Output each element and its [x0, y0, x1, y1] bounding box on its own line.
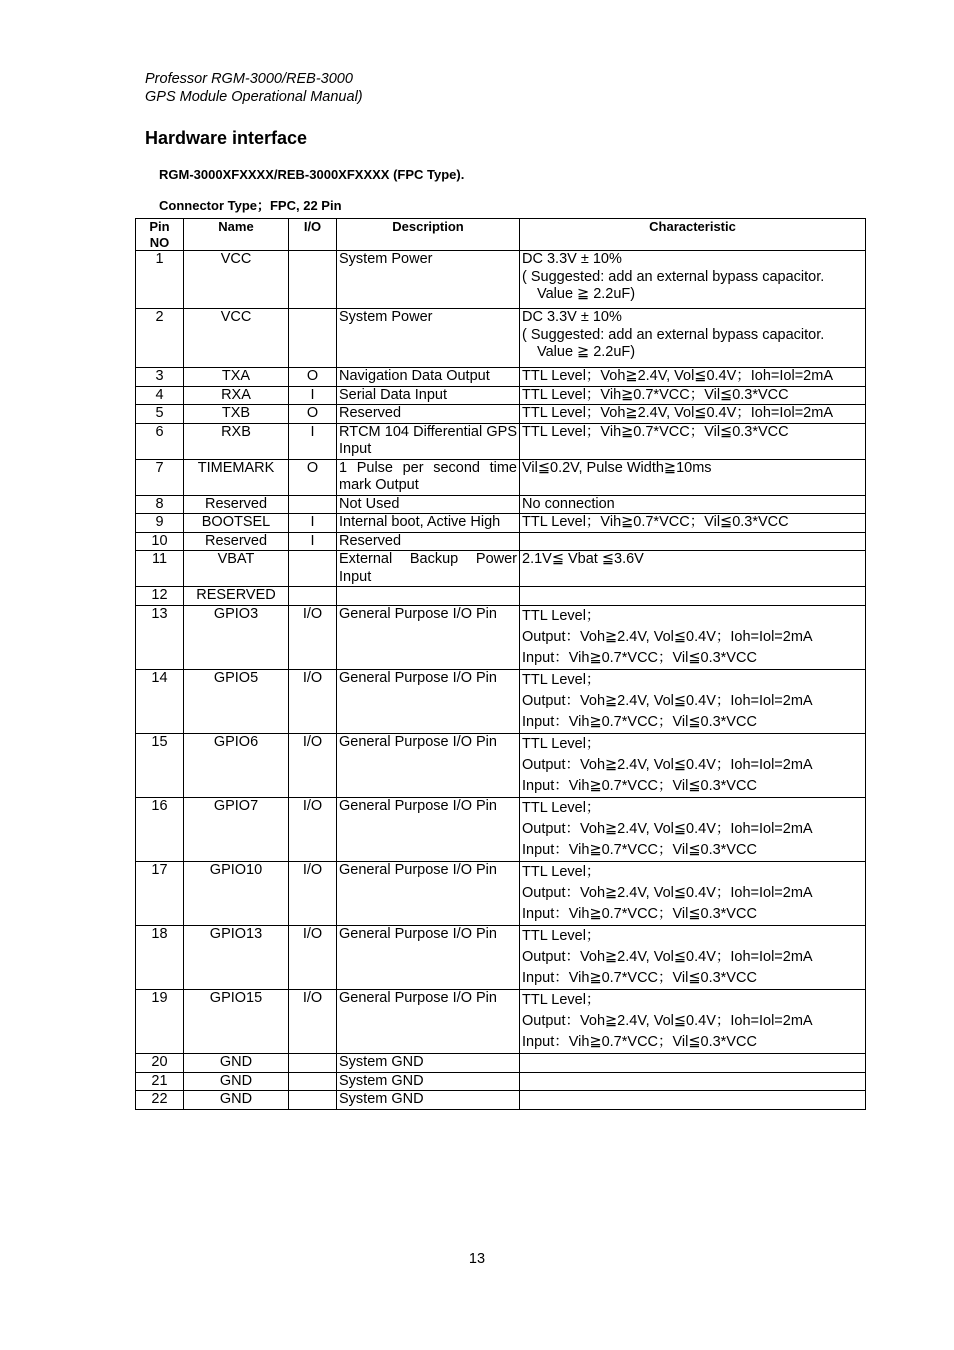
connector-type: Connector Type；FPC, 22 Pin [159, 198, 342, 213]
table-row [136, 495, 866, 514]
characteristic-line: 2.1V≦ Vbat ≦3.6V [522, 551, 644, 567]
pin-description-cell: Reserved [337, 405, 520, 424]
characteristic-line: DC 3.3V ± 10% [522, 309, 622, 325]
characteristic-line: TTL Level；Vih≧0.7*VCC；Vil≦0.3*VCC [522, 386, 789, 403]
pin-description-cell: Serial Data Input [337, 386, 520, 405]
pin-name-cell: RXB [184, 423, 289, 459]
characteristic-line: Input：Vih≧0.7*VCC；Vil≦0.3*VCC [522, 1034, 757, 1050]
table-header-row [136, 219, 866, 251]
characteristic-line: ( Suggested: add an external bypass capacitor. [522, 268, 825, 285]
table-row [136, 459, 866, 495]
pin-number-cell: 18 [136, 926, 184, 990]
pin-io-cell [289, 587, 337, 606]
pin-characteristic-cell [520, 670, 866, 734]
table-row [136, 551, 866, 587]
pin-io-cell: I/O [289, 990, 337, 1054]
pin-characteristic-cell [520, 1072, 866, 1091]
pin-name-cell: GND [184, 1091, 289, 1110]
table-row [136, 926, 866, 990]
pin-number-cell: 10 [136, 532, 184, 551]
pin-io-cell [289, 495, 337, 514]
pin-description-cell: Not Used [337, 495, 520, 514]
pin-name-cell: GPIO5 [184, 670, 289, 734]
pin-io-cell: I/O [289, 926, 337, 990]
pin-io-cell [289, 1072, 337, 1091]
pin-io-cell: I/O [289, 734, 337, 798]
header-characteristic: Characteristic [520, 219, 866, 251]
pin-number-cell: 15 [136, 734, 184, 798]
pin-name-cell: VBAT [184, 551, 289, 587]
table-row [136, 368, 866, 387]
pin-name-cell: BOOTSEL [184, 514, 289, 533]
table-row [136, 670, 866, 734]
pin-io-cell: O [289, 405, 337, 424]
characteristic-line: TTL Level；Vih≧0.7*VCC；Vil≦0.3*VCC [522, 423, 789, 440]
table-row [136, 1091, 866, 1110]
pin-name-cell: GPIO15 [184, 990, 289, 1054]
table-row [136, 386, 866, 405]
characteristic-line: Input：Vih≧0.7*VCC；Vil≦0.3*VCC [522, 778, 757, 794]
pin-io-cell [289, 1054, 337, 1073]
characteristic-line: Input：Vih≧0.7*VCC；Vil≦0.3*VCC [522, 842, 757, 858]
pin-characteristic-cell [520, 798, 866, 862]
header-line-1: Professor RGM-3000/REB-3000 [145, 71, 353, 87]
pin-description-cell: General Purpose I/O Pin [337, 990, 520, 1054]
header-pin-line2: NO [149, 234, 170, 250]
characteristic-line: TTL Level；Voh≧2.4V, Vol≦0.4V；Ioh=Iol=2mA [522, 368, 833, 384]
characteristic-line: Value ≧ 2.2uF) [537, 286, 636, 302]
pin-number-cell: 13 [136, 606, 184, 670]
pin-name-cell: GPIO10 [184, 862, 289, 926]
pin-name-cell: GPIO6 [184, 734, 289, 798]
pin-number-cell: 5 [136, 405, 184, 424]
model-subtitle: RGM-3000XFXXXX/REB-3000XFXXXX (FPC Type). [159, 167, 465, 182]
pin-number-cell: 7 [136, 459, 184, 495]
pin-characteristic-cell [520, 862, 866, 926]
characteristic-line: Input：Vih≧0.7*VCC；Vil≦0.3*VCC [522, 970, 757, 986]
characteristic-line: TTL Level； [522, 928, 601, 944]
table-row [136, 532, 866, 551]
header-name: Name [184, 219, 289, 251]
characteristic-line: TTL Level； [522, 992, 601, 1008]
pin-number-cell: 6 [136, 423, 184, 459]
pin-number-cell: 4 [136, 386, 184, 405]
pin-characteristic-cell [520, 423, 866, 459]
pin-description-cell: Reserved [337, 532, 520, 551]
pin-characteristic-cell [520, 514, 866, 533]
characteristic-line: Output：Voh≧2.4V, Vol≦0.4V；Ioh=Iol=2mA [522, 885, 813, 901]
pin-number-cell: 19 [136, 990, 184, 1054]
pin-number-cell: 2 [136, 309, 184, 368]
pin-io-cell: I/O [289, 606, 337, 670]
characteristic-line: ( Suggested: add an external bypass capacitor. [522, 326, 825, 343]
pin-io-cell [289, 1091, 337, 1110]
pin-name-cell: VCC [184, 251, 289, 309]
table-row [136, 862, 866, 926]
pin-number-cell: 11 [136, 551, 184, 587]
table-row [136, 734, 866, 798]
pin-name-cell: Reserved [184, 532, 289, 551]
pin-io-cell: I [289, 532, 337, 551]
characteristic-line: TTL Level； [522, 608, 601, 624]
pin-characteristic-cell [520, 990, 866, 1054]
table-row [136, 990, 866, 1054]
pin-name-cell: TXA [184, 368, 289, 387]
characteristic-line: TTL Level；Voh≧2.4V, Vol≦0.4V；Ioh=Iol=2mA [522, 405, 833, 421]
pin-io-cell [289, 309, 337, 368]
pin-characteristic-cell [520, 368, 866, 387]
pin-io-cell: O [289, 368, 337, 387]
characteristic-line: TTL Level； [522, 800, 601, 816]
pin-name-cell: RXA [184, 386, 289, 405]
pin-io-cell [289, 551, 337, 587]
pin-io-cell: I/O [289, 862, 337, 926]
pin-characteristic-cell [520, 734, 866, 798]
characteristic-line: TTL Level；Vih≧0.7*VCC；Vil≦0.3*VCC [522, 514, 789, 530]
table-row [136, 514, 866, 533]
table-row [136, 251, 866, 309]
pin-name-cell: TXB [184, 405, 289, 424]
table-row [136, 1072, 866, 1091]
pin-number-cell: 9 [136, 514, 184, 533]
pin-characteristic-cell [520, 459, 866, 495]
pin-description-cell: General Purpose I/O Pin [337, 926, 520, 990]
pin-name-cell: VCC [184, 309, 289, 368]
pin-description-cell: RTCM 104 Differential GPS Input [337, 423, 520, 459]
characteristic-line: DC 3.3V ± 10% [522, 251, 622, 267]
pin-description-cell: System Power [337, 309, 520, 368]
characteristic-line: No connection [522, 495, 615, 512]
pin-description-cell: General Purpose I/O Pin [337, 798, 520, 862]
pin-name-cell: TIMEMARK [184, 459, 289, 495]
pin-name-cell: GND [184, 1072, 289, 1091]
pin-characteristic-cell [520, 1054, 866, 1073]
pin-name-cell: GPIO13 [184, 926, 289, 990]
header-pin-line1: Pin [149, 219, 170, 234]
pin-io-cell: I [289, 386, 337, 405]
pin-characteristic-cell [520, 309, 866, 368]
pin-table-body [136, 251, 866, 1110]
pin-number-cell: 17 [136, 862, 184, 926]
pin-table [135, 218, 866, 1110]
pin-io-cell [289, 251, 337, 309]
table-row [136, 423, 866, 459]
characteristic-line: TTL Level； [522, 672, 601, 688]
header-line-2: GPS Module Operational Manual) [145, 89, 363, 105]
pin-description-cell: General Purpose I/O Pin [337, 734, 520, 798]
characteristic-line: Output：Voh≧2.4V, Vol≦0.4V；Ioh=Iol=2mA [522, 693, 813, 709]
pin-description-cell: 1 Pulse per second time mark Output [337, 459, 520, 495]
header-description: Description [337, 219, 520, 251]
pin-description-cell: System GND [337, 1072, 520, 1091]
section-title: Hardware interface [145, 128, 308, 148]
pin-number-cell: 1 [136, 251, 184, 309]
pin-description-cell: General Purpose I/O Pin [337, 670, 520, 734]
pin-name-cell: RESERVED [184, 587, 289, 606]
pin-number-cell: 22 [136, 1091, 184, 1110]
pin-number-cell: 20 [136, 1054, 184, 1073]
pin-io-cell: I/O [289, 798, 337, 862]
pin-characteristic-cell [520, 532, 866, 551]
pin-io-cell: I/O [289, 670, 337, 734]
pin-characteristic-cell [520, 405, 866, 424]
pin-name-cell: GND [184, 1054, 289, 1073]
pin-io-cell: I [289, 514, 337, 533]
pin-characteristic-cell [520, 1091, 866, 1110]
header-pin-no [136, 219, 184, 251]
pin-description-cell: System GND [337, 1091, 520, 1110]
characteristic-line: TTL Level； [522, 864, 601, 880]
pin-io-cell: I [289, 423, 337, 459]
running-header [145, 70, 363, 106]
pin-description-cell: General Purpose I/O Pin [337, 606, 520, 670]
characteristic-line: Vil≦0.2V, Pulse Width≧10ms [522, 459, 712, 476]
characteristic-line: Output：Voh≧2.4V, Vol≦0.4V；Ioh=Iol=2mA [522, 757, 813, 773]
pin-number-cell: 12 [136, 587, 184, 606]
characteristic-line: Output：Voh≧2.4V, Vol≦0.4V；Ioh=Iol=2mA [522, 821, 813, 837]
pin-description-cell: System Power [337, 251, 520, 309]
pin-description-cell: Internal boot, Active High [337, 514, 520, 533]
pin-number-cell: 14 [136, 670, 184, 734]
pin-number-cell: 8 [136, 495, 184, 514]
table-row [136, 587, 866, 606]
pin-characteristic-cell [520, 386, 866, 405]
table-row [136, 309, 866, 368]
pin-number-cell: 16 [136, 798, 184, 862]
pin-name-cell: GPIO3 [184, 606, 289, 670]
pin-characteristic-cell [520, 495, 866, 514]
characteristic-line: Value ≧ 2.2uF) [537, 344, 636, 360]
pin-characteristic-cell [520, 926, 866, 990]
characteristic-line: Input：Vih≧0.7*VCC；Vil≦0.3*VCC [522, 906, 757, 922]
pin-description-cell [337, 587, 520, 606]
pin-number-cell: 3 [136, 368, 184, 387]
characteristic-line: Input：Vih≧0.7*VCC；Vil≦0.3*VCC [522, 650, 757, 666]
table-row [136, 1054, 866, 1073]
header-io: I/O [289, 219, 337, 251]
pin-description-cell: Navigation Data Output [337, 368, 520, 387]
pin-characteristic-cell [520, 551, 866, 587]
characteristic-line: Output：Voh≧2.4V, Vol≦0.4V；Ioh=Iol=2mA [522, 949, 813, 965]
pin-description-cell: System GND [337, 1054, 520, 1073]
characteristic-line: Output：Voh≧2.4V, Vol≦0.4V；Ioh=Iol=2mA [522, 1013, 813, 1029]
pin-number-cell: 21 [136, 1072, 184, 1091]
pin-characteristic-cell [520, 587, 866, 606]
pin-characteristic-cell [520, 606, 866, 670]
pin-name-cell: Reserved [184, 495, 289, 514]
characteristic-line: Input：Vih≧0.7*VCC；Vil≦0.3*VCC [522, 714, 757, 730]
table-row [136, 405, 866, 424]
characteristic-line: Output：Voh≧2.4V, Vol≦0.4V；Ioh=Iol=2mA [522, 629, 813, 645]
pin-io-cell: O [289, 459, 337, 495]
pin-description-cell: General Purpose I/O Pin [337, 862, 520, 926]
table-row [136, 606, 866, 670]
pin-description-cell: External Backup Power Input [337, 551, 520, 587]
page-number: 13 [468, 1251, 486, 1267]
table-row [136, 798, 866, 862]
pin-name-cell: GPIO7 [184, 798, 289, 862]
pin-characteristic-cell [520, 251, 866, 309]
characteristic-line: TTL Level； [522, 736, 601, 752]
